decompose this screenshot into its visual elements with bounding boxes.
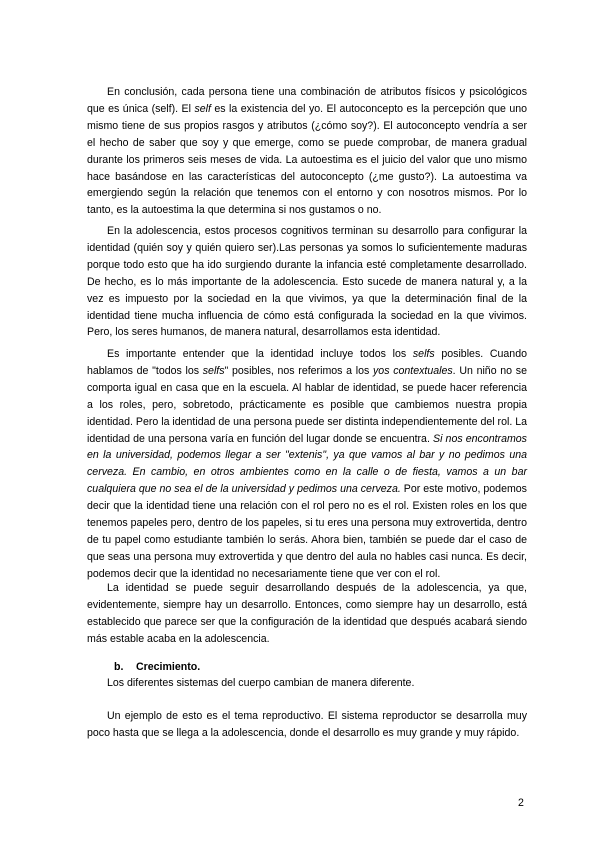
paragraph-adolescencia: En la adolescencia, estos procesos cognitivos terminan su desarrollo para configurar la identidad (quién soy y quién quiero ser).Las personas ya somos lo suficientemente maduras porque todo esto que ha ido surgiendo durante la infancia esté completamente desarrollado. De hecho, es lo más importante de la adolescencia. Esto sucede de manera natural y, a la vez es impuesto por la sociedad en la que vivimos, ya que la determinación final de la identidad tiene mucha influencia de cómo está configurada la sociedad en la que vivimos. Pero, los seres humanos, de manera natural, desarrollamos esta identidad. xyxy=(87,225,527,339)
p3-yos-italic: yos contextuales xyxy=(373,364,453,377)
p1-b: es la existencia del yo. El autoconcepto es la percepción que uno mismo tiene de sus propios rasgos y atributos (¿cómo soy?). El autoconcepto vendría a ser el hecho de saber que soy y que emerge, como se puede comprobar, de manera gradual durante los primeros seis meses de vida. La autoestima es el juicio del valor que uno mismo hace basándose en las características del autoconcepto (¿me gusto?). La autoestima va emergiendo según la relación que tenemos con el entorno y con nosotros mismos. Por lo tanto, es la autoestima la que determina si nos gustamos o no. xyxy=(87,102,527,217)
p3-e: Por este motivo, podemos decir que la identidad tiene una relación con el rol pero no es el rol. Existen roles en los que tenemos papeles pero, dentro de los papeles, si tu eres una persona muy extrovertida, dentro de tu papel como estudiante también lo serás. Ahora bien, también se puede dar el caso de que seas una persona muy extrovertida y que dentro del aula no hables casi nunca. Es decir, podemos decir que la identidad no necesariamente tiene que ver con el rol. xyxy=(87,483,527,580)
p3-a: Es importante entender que la identidad incluye todos los xyxy=(107,348,413,360)
paragraph-desarrollo: La identidad se puede seguir desarrollando después de la adolescencia, ya que, evidentemente, siempre hay un desarrollo. Entonces, como siempre hay un desarrollo, está establecido que parece ser que la configuración de la identidad que después acabará siendo más estable acaba en la adolescencia. xyxy=(87,582,527,645)
p3-selfs-italic-2: selfs xyxy=(202,364,225,377)
section-heading xyxy=(114,661,200,673)
section-title: Crecimiento. xyxy=(136,661,201,673)
p1-self-italic: self xyxy=(194,102,211,115)
p3-b: posibles. Cuando hablamos de "todos los xyxy=(87,348,527,377)
page-number: 2 xyxy=(518,797,524,809)
p3-selfs-italic: selfs xyxy=(412,348,435,360)
section-number: b. xyxy=(114,661,124,673)
p3-example-italic: Si nos encontramos en la universidad, podemos llegar a ser "extenis", ya que vamos al bar y no pedimos una cerveza. En cambio, en otros ambientes como en la calle o de fiesta, vamos a un bar cualquiera que no sea el de la universidad y pedimos una cerveza. xyxy=(87,432,527,496)
p1-a: En conclusión, cada persona tiene una combinación de atributos físicos y psicológicos que es única (self). El xyxy=(87,86,527,115)
paragraph-self xyxy=(87,84,527,219)
p3-c: " posibles, nos referimos a los xyxy=(224,364,373,377)
p3-d: . Un niño no se comporta igual en casa que en la escuela. Al hablar de identidad, se puede hacer referencia a los roles, pero, sobretodo, prácticamente es posible que cambiemos nuestra propia identidad. Pero la identidad de una persona puede ser distinta independientemente del rol. La identidad de una persona varía en función del lugar donde se encuentra. xyxy=(87,364,527,445)
section-intro: Los diferentes sistemas del cuerpo cambian de manera diferente. xyxy=(107,677,415,689)
paragraph-reproductivo: Un ejemplo de esto es el tema reproductivo. El sistema reproductor se desarrolla muy poco hasta que se llega a la adolescencia, donde el desarrollo es muy grande y muy rápido. xyxy=(87,710,527,739)
paragraph-identidad xyxy=(87,346,527,583)
